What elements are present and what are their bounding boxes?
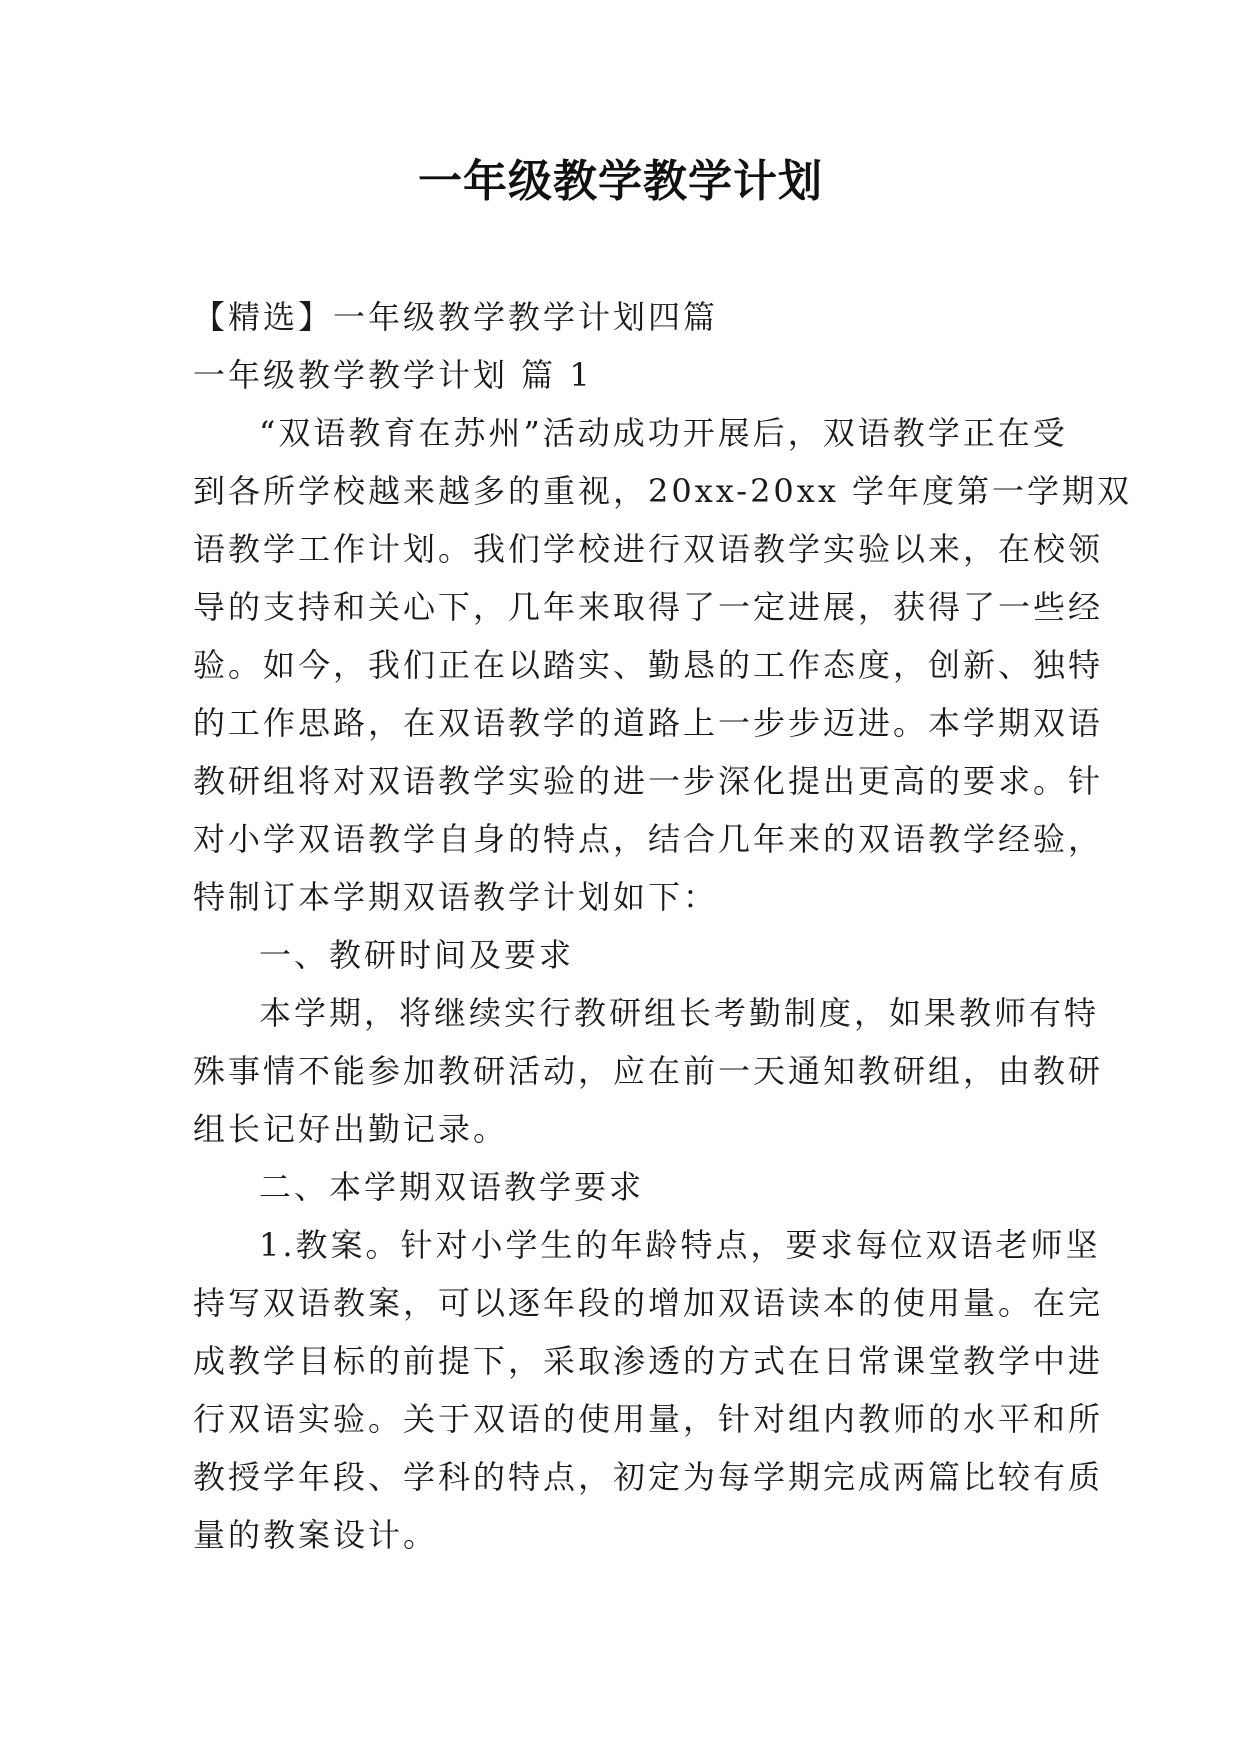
paragraph-line: 教研组将对双语教学实验的进一步深化提出更高的要求。针 xyxy=(193,762,1104,800)
paragraph-line: 成教学目标的前提下，采取渗透的方式在日常课堂教学中进 xyxy=(193,1342,1104,1380)
paragraph-line: “双语教育在苏州”活动成功开展后，双语教学正在受 xyxy=(259,414,1068,452)
paragraph-line: 教授学年段、学科的特点，初定为每学期完成两篇比较有质 xyxy=(193,1458,1104,1496)
subtitle: 【精选】一年级教学教学计划四篇 xyxy=(193,298,719,336)
paragraph-line: 组长记好出勤记录。 xyxy=(193,1110,509,1148)
paragraph-line: 殊事情不能参加教研活动，应在前一天通知教研组，由教研 xyxy=(193,1052,1104,1090)
heading-teaching-research: 一、教研时间及要求 xyxy=(259,936,575,974)
paragraph-1 xyxy=(193,404,1133,926)
paragraph-line: 到各所学校越来越多的重视，20xx-20xx 学年度第一学期双 xyxy=(193,472,1133,510)
paragraph-line: 对小学双语教学自身的特点，结合几年来的双语教学经验， xyxy=(193,820,1104,858)
paragraph-line: 语教学工作计划。我们学校进行双语教学实验以来，在校领 xyxy=(193,530,1104,568)
paragraph-2 xyxy=(193,984,1104,1158)
paragraph-line: 导的支持和关心下，几年来取得了一定进展，获得了一些经 xyxy=(193,588,1104,626)
paragraph-line: 持写双语教案，可以逐年段的增加双语读本的使用量。在完 xyxy=(193,1284,1104,1322)
paragraph-line: 1.教案。针对小学生的年龄特点，要求每位双语老师坚 xyxy=(259,1226,1101,1264)
paragraph-line: 量的教案设计。 xyxy=(193,1516,439,1554)
paragraph-line: 特制订本学期双语教学计划如下： xyxy=(193,878,719,916)
heading-bilingual-requirements: 二、本学期双语教学要求 xyxy=(259,1168,645,1206)
section-heading: 一年级教学教学计划 篇 1 xyxy=(193,356,593,394)
paragraph-line: 行双语实验。关于双语的使用量，针对组内教师的水平和所 xyxy=(193,1400,1104,1438)
paragraph-line: 的工作思路，在双语教学的道路上一步步迈进。本学期双语 xyxy=(193,704,1104,742)
paragraph-line: 验。如今，我们正在以踏实、勤恳的工作态度，创新、独特 xyxy=(193,646,1104,684)
document-title: 一年级教学教学计划 xyxy=(418,156,823,207)
paragraph-line: 本学期，将继续实行教研组长考勤制度，如果教师有特 xyxy=(259,994,1100,1032)
paragraph-3 xyxy=(193,1216,1104,1564)
document-body xyxy=(193,288,1133,1564)
